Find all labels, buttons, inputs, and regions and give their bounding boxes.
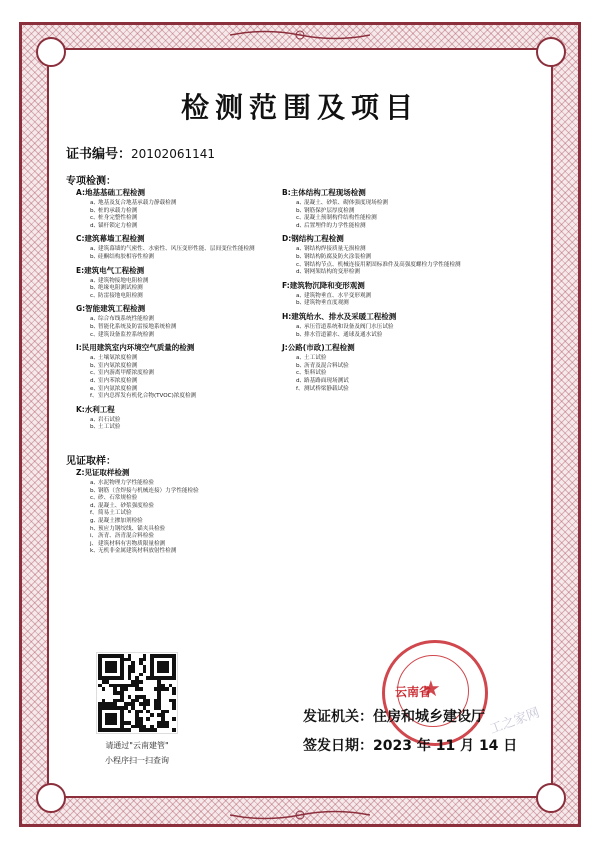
list-item-text: 建筑物垂直、水平变形观测	[304, 292, 372, 299]
corner-ornament	[536, 37, 566, 67]
list-item-text: 建筑材料有害物质限量检测	[98, 540, 166, 547]
list-item-marker: j、	[90, 540, 98, 547]
list-item	[76, 510, 311, 518]
watermark: 工之家网	[487, 705, 542, 738]
list-item	[282, 378, 517, 386]
list-item-marker: b、	[90, 253, 100, 260]
category-heading: C:建筑幕墙工程检测	[76, 234, 145, 244]
list-item-text: 沥青、沥青混合料检验	[98, 533, 154, 540]
qr-module	[113, 669, 117, 673]
list-item-marker: a、	[296, 200, 306, 206]
list-item-text: 测试桥梁静载试验	[304, 385, 349, 392]
list-item-marker: k、	[90, 548, 99, 555]
corner-ornament	[536, 783, 566, 813]
list-item	[76, 424, 311, 432]
list-item-text: 后置埋件的力学性能检测	[304, 222, 366, 229]
list-item-marker: b、	[296, 253, 306, 260]
list-item-text: 锚杆锁定力检测	[98, 222, 138, 229]
list-item-text: 预应力钢绞线、锚夹具检验	[98, 525, 166, 532]
list-item	[76, 215, 311, 223]
list-item-marker: a、	[296, 355, 306, 362]
list-item	[76, 370, 311, 378]
qr-module	[165, 725, 169, 729]
list-item	[76, 355, 311, 363]
list-item-marker: a、	[90, 277, 100, 284]
list-item	[76, 533, 311, 541]
list-item	[76, 324, 311, 332]
list-item	[76, 393, 311, 401]
qr-module	[172, 706, 176, 710]
qr-module	[139, 673, 143, 677]
category-heading: B:主体结构工程现场检测	[282, 188, 366, 197]
list-item-text: 集料试验	[304, 370, 327, 377]
witness-heading: 见证取样：	[66, 456, 116, 467]
list-item-marker: f、	[90, 510, 98, 517]
list-item	[282, 254, 517, 262]
list-item-text: 土工试验	[304, 355, 327, 362]
list-item-marker: i、	[90, 533, 98, 540]
category-heading: G:智能建筑工程检测	[76, 304, 146, 314]
list-item-marker: b、	[90, 487, 100, 494]
list-item-marker: c、	[90, 495, 99, 502]
list-item	[282, 223, 517, 231]
list-item-text: 混凝土预制构件结构性能检测	[304, 215, 377, 222]
qr-code[interactable]	[96, 652, 178, 734]
qr-module	[165, 710, 169, 714]
list-item-text: 钢筋（含焊接与机械连接）力学性能检验	[98, 487, 199, 494]
list-item-marker: a、	[296, 323, 306, 330]
category-heading: Z:见证取样检测	[76, 468, 130, 477]
qr-module	[131, 669, 135, 673]
list-item-marker: a、	[90, 246, 100, 253]
list-item	[282, 269, 517, 277]
category-heading: J:公路(市政)工程检测	[282, 343, 355, 353]
list-item-marker: d、	[90, 502, 100, 509]
list-item-text: 桩身完整性检测	[98, 215, 138, 222]
list-item-marker: g、	[90, 517, 100, 524]
list-item-text: 桩的承载力检测	[98, 207, 138, 214]
list-item-text: 室内氨浓度检测	[98, 385, 138, 392]
qr-module	[143, 669, 147, 673]
list-item	[282, 370, 517, 378]
list-item-text: 室内氡浓度检测	[98, 362, 138, 369]
list-item-text: 钢网架结构的变形检测	[304, 269, 360, 276]
list-item-text: 砂、石常规检验	[98, 495, 138, 502]
list-item-marker: c、	[90, 370, 99, 377]
list-item-text: 钢结构焊接质量无损检测	[304, 246, 366, 253]
list-item-text: 混凝土、砂浆强度检验	[98, 502, 154, 509]
corner-ornament	[36, 783, 66, 813]
category-heading: E:建筑电气工程检测	[76, 265, 145, 275]
category-heading: F:建筑物沉降和变形观测	[282, 280, 365, 290]
list-item-marker: a、	[90, 416, 100, 423]
qr-module	[120, 676, 124, 680]
list-item-text: 室内总挥发有机化合物(TVOC)浓度检测	[98, 393, 197, 400]
list-item-marker: c、	[90, 331, 99, 338]
category-heading: K:水利工程	[76, 404, 115, 414]
qr-module	[172, 728, 176, 732]
qr-module	[143, 658, 147, 662]
qr-module	[128, 728, 132, 732]
list-item-marker: b、	[296, 331, 306, 338]
left-category-column	[76, 184, 311, 432]
qr-module	[124, 687, 128, 691]
qr-module	[154, 728, 158, 732]
category-heading: I:民用建筑室内环境空气质量的检测	[76, 343, 195, 353]
qr-module	[146, 717, 150, 721]
qr-module	[113, 721, 117, 725]
list-item-text: 综合布线系统性能检测	[98, 316, 154, 323]
list-item-marker: f、	[296, 385, 304, 392]
qr-module	[150, 713, 154, 717]
list-item-text: 无机非金属建筑材料放射性检测	[98, 548, 177, 555]
list-item	[76, 548, 311, 556]
list-item	[282, 324, 517, 332]
list-item	[76, 518, 311, 526]
list-item-text: 承压管道系统和设备及阀门水压试验	[304, 323, 394, 330]
list-item-text: 路基路面现场测试	[304, 377, 349, 384]
list-item-text: 硅酮结构胶相容性检测	[98, 253, 154, 260]
list-item-text: 地基及复合地基承载力静载检测	[98, 200, 177, 206]
issuing-authority: 发证机关：住房和城乡建设厅	[303, 709, 485, 725]
list-item-text: 室内苯浓度检测	[98, 377, 138, 384]
list-item	[76, 223, 311, 231]
list-item-marker: c、	[296, 370, 305, 377]
list-item-marker: a、	[90, 200, 100, 206]
specialty-heading: 专项检测：	[66, 176, 116, 187]
list-item	[282, 386, 517, 394]
list-item-marker: b、	[296, 207, 306, 214]
list-item-marker: f、	[90, 393, 98, 400]
list-item-marker: b、	[90, 323, 100, 330]
list-item	[282, 355, 517, 363]
qr-module	[139, 710, 143, 714]
list-item	[76, 386, 311, 394]
list-item-text: 建筑设备监控系统检测	[98, 331, 154, 338]
seal-star-icon: ★	[421, 677, 441, 702]
list-item-text: 混凝土、砂浆、砌体强度现场检测	[304, 200, 388, 206]
qr-caption: 请通过"云南建管"	[105, 741, 169, 750]
list-item-marker: a、	[296, 246, 306, 253]
qr-module	[172, 676, 176, 680]
list-item-marker: b、	[90, 362, 100, 369]
list-item-marker: d、	[296, 269, 306, 276]
qr-caption: 小程序扫一扫查询	[105, 756, 169, 765]
list-item-text: 绝缘电阻测试检测	[98, 285, 143, 292]
seal-text: 云南省	[395, 685, 432, 699]
qr-module	[172, 691, 176, 695]
list-item	[282, 246, 517, 254]
list-item-text: 室内游离甲醛浓度检测	[98, 370, 154, 377]
list-item	[76, 246, 311, 254]
qr-module	[165, 669, 169, 673]
qr-module	[172, 717, 176, 721]
list-item-marker: b、	[296, 300, 306, 307]
top-ornament	[230, 28, 370, 42]
corner-ornament	[36, 37, 66, 67]
list-item	[76, 293, 311, 301]
list-item	[76, 200, 311, 208]
list-item-text: 钢筋保护层厚度检测	[304, 207, 355, 214]
list-item-text: 简易土工试验	[98, 510, 132, 517]
list-item-text: 土工试验	[98, 424, 121, 431]
certificate-number-label: 证书编号：	[66, 147, 132, 162]
qr-module	[128, 710, 132, 714]
list-item-marker: e、	[90, 385, 100, 392]
qr-module	[146, 702, 150, 706]
list-item-marker: a、	[90, 355, 100, 362]
list-item-marker: b、	[90, 424, 100, 431]
list-item-marker: b、	[90, 285, 100, 292]
list-item	[282, 332, 517, 340]
list-item-marker: c、	[90, 292, 99, 299]
list-item	[76, 480, 311, 488]
list-item	[76, 316, 311, 324]
list-item-text: 钢结构节点、机械连接用紧固标准件及高强度螺栓力学性能检测	[304, 261, 461, 268]
certificate-number	[66, 143, 215, 162]
list-item	[282, 215, 517, 223]
list-item-marker: a、	[90, 316, 100, 323]
list-item	[282, 200, 517, 208]
list-item-marker: d、	[90, 222, 100, 229]
list-item-text: 智能化系统及防雷接地系统检测	[98, 323, 177, 330]
certificate-number-value: 20102061141	[131, 147, 215, 161]
list-item-marker: a、	[90, 480, 100, 486]
list-item	[76, 495, 311, 503]
list-item	[76, 378, 311, 386]
right-category-column	[282, 184, 517, 393]
issue-date: 签发日期：2023 年 11 月 14 日	[303, 738, 518, 754]
qr-module	[139, 687, 143, 691]
witness-category-column	[76, 464, 311, 556]
list-item-marker: a、	[296, 292, 306, 299]
list-item-text: 建筑物垂直度观测	[304, 300, 349, 307]
list-item	[76, 254, 311, 262]
list-item-marker: d、	[296, 377, 306, 384]
page-title: 检测范围及项目	[180, 91, 419, 124]
list-item	[76, 332, 311, 340]
list-item-text: 防雷接地电阻检测	[98, 292, 143, 299]
qr-module	[139, 680, 143, 684]
list-item-marker: h、	[90, 525, 100, 532]
list-item-text: 建筑幕墙的气密性、水密性、风压变形性能、层间变位性能检测	[98, 246, 255, 253]
list-item-marker: d、	[296, 222, 306, 229]
category-heading: H:建筑给水、排水及采暖工程检测	[282, 311, 397, 321]
list-item-text: 沥青及混合料试验	[304, 362, 349, 369]
list-item-text: 岩石试验	[98, 416, 121, 423]
bottom-ornament	[230, 808, 370, 822]
list-item-text: 排水管道灌水、通球及通水试验	[304, 331, 383, 338]
list-item-text: 土壤氡浓度检测	[98, 355, 138, 362]
category-heading: A:地基基础工程检测	[76, 188, 145, 197]
list-item	[282, 300, 517, 308]
qr-module	[165, 687, 169, 691]
list-item-marker: b、	[90, 207, 100, 214]
list-item-text: 建筑物接地电阻检测	[98, 277, 149, 284]
list-item-marker: d、	[90, 377, 100, 384]
list-item	[76, 285, 311, 293]
list-item-marker: c、	[296, 215, 305, 222]
list-item-text: 混凝土掺加剂检验	[98, 517, 143, 524]
list-item-text: 水泥物理力学性能检验	[98, 480, 154, 486]
list-item-marker: b、	[296, 362, 306, 369]
list-item-marker: c、	[296, 261, 305, 268]
category-heading: D:钢结构工程检测	[282, 234, 344, 244]
list-item-marker: c、	[90, 215, 99, 222]
qr-module	[102, 687, 106, 691]
list-item-text: 钢结构防腐及防火涂装检测	[304, 253, 372, 260]
